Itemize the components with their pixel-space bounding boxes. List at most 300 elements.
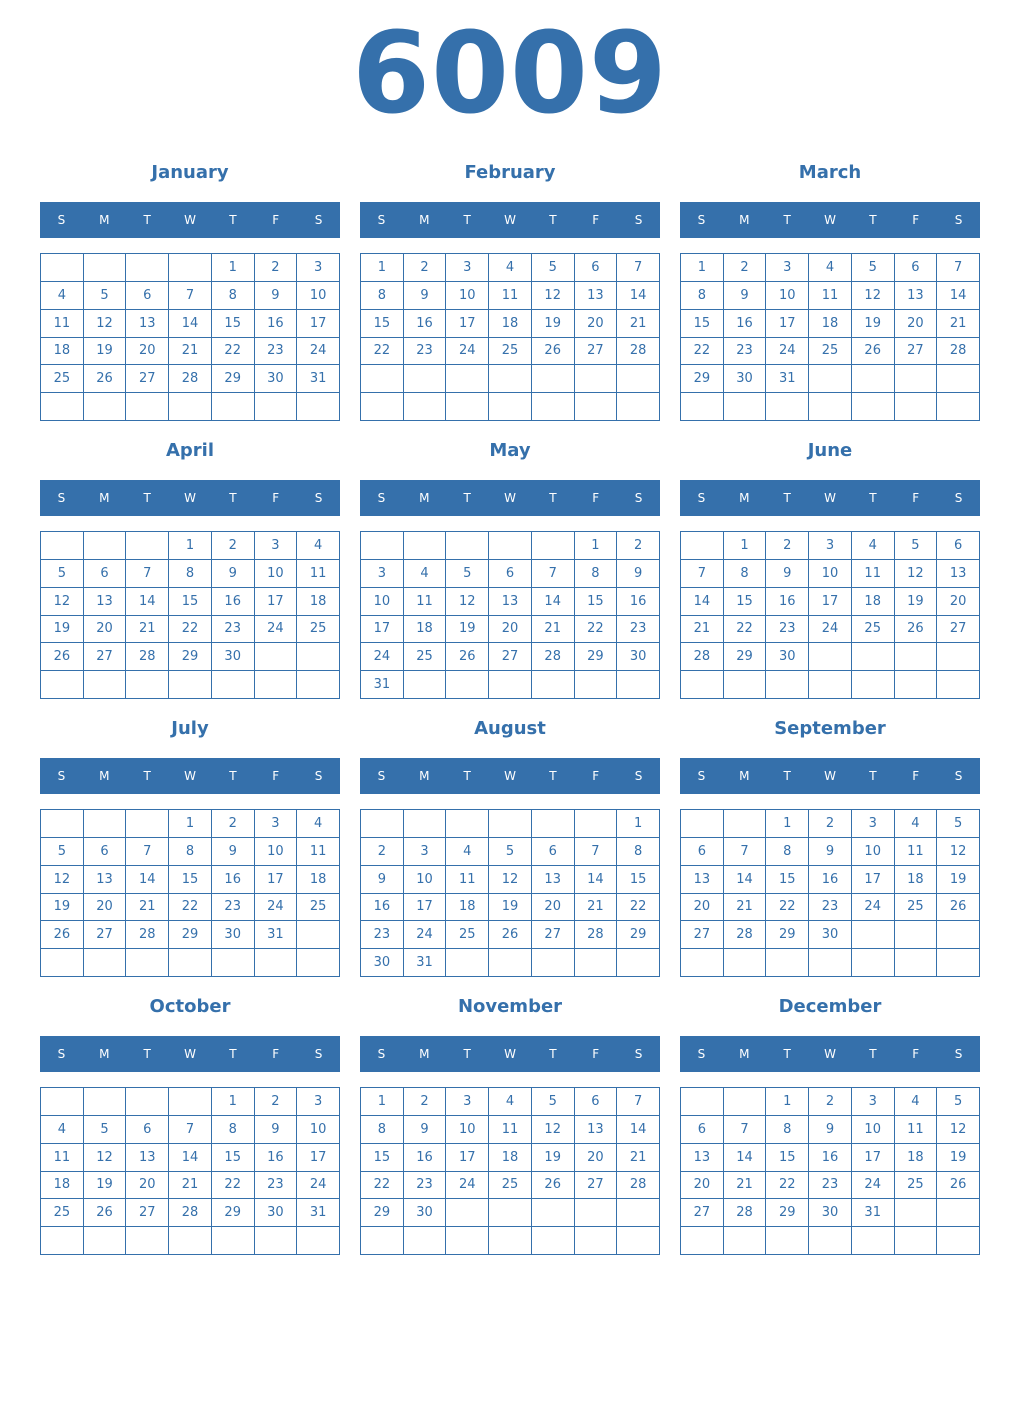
day-cell: 7 xyxy=(617,254,660,282)
weekday-label: T xyxy=(783,769,791,783)
empty-day-cell xyxy=(937,643,980,671)
day-cell: 14 xyxy=(681,588,724,616)
empty-day-cell xyxy=(404,393,447,421)
day-cell: 13 xyxy=(126,310,169,338)
day-cell: 19 xyxy=(532,310,575,338)
day-cell: 10 xyxy=(446,1116,489,1144)
day-cell: 25 xyxy=(297,894,340,922)
day-cell: 29 xyxy=(681,365,724,393)
day-cell: 3 xyxy=(297,254,340,282)
weekday-label: F xyxy=(912,491,920,505)
weekday-label: S xyxy=(314,1047,323,1061)
empty-day-cell xyxy=(809,365,852,393)
empty-day-cell xyxy=(724,810,767,838)
day-cell: 21 xyxy=(724,894,767,922)
day-cell: 19 xyxy=(489,894,532,922)
empty-day-cell xyxy=(446,810,489,838)
month-title: June xyxy=(807,440,853,461)
weekday-label: W xyxy=(504,769,516,783)
day-cell: 15 xyxy=(212,1144,255,1172)
empty-day-cell xyxy=(681,393,724,421)
weekday-header xyxy=(360,480,660,516)
day-cell: 28 xyxy=(724,1199,767,1227)
weekday-label: F xyxy=(592,769,600,783)
weekday-label: S xyxy=(634,213,643,227)
empty-day-cell xyxy=(681,1227,724,1255)
empty-day-cell xyxy=(212,949,255,977)
empty-day-cell xyxy=(937,365,980,393)
day-cell: 22 xyxy=(766,894,809,922)
weekday-label: M xyxy=(99,769,110,783)
empty-day-cell xyxy=(84,393,127,421)
day-cell: 17 xyxy=(766,310,809,338)
empty-day-cell xyxy=(766,671,809,699)
weekday-label: T xyxy=(463,213,471,227)
day-cell: 20 xyxy=(84,616,127,644)
empty-day-cell xyxy=(84,810,127,838)
day-cell: 20 xyxy=(895,310,938,338)
day-cell: 27 xyxy=(681,921,724,949)
day-cell: 5 xyxy=(895,532,938,560)
day-cell: 12 xyxy=(532,282,575,310)
weekday-label: S xyxy=(634,491,643,505)
empty-day-cell xyxy=(617,393,660,421)
empty-day-cell xyxy=(255,643,298,671)
empty-day-cell xyxy=(361,365,404,393)
weekday-label: W xyxy=(824,1047,836,1061)
empty-day-cell xyxy=(575,1227,618,1255)
weekday-label: S xyxy=(697,769,706,783)
day-cell: 26 xyxy=(41,643,84,671)
day-cell: 21 xyxy=(532,616,575,644)
day-cell: 15 xyxy=(617,866,660,894)
day-cell: 2 xyxy=(766,532,809,560)
empty-day-cell xyxy=(84,254,127,282)
day-cell: 6 xyxy=(681,838,724,866)
day-cell: 10 xyxy=(297,1116,340,1144)
day-cell: 19 xyxy=(446,616,489,644)
day-cell: 17 xyxy=(361,616,404,644)
day-cell: 22 xyxy=(212,1172,255,1200)
empty-day-cell xyxy=(532,810,575,838)
day-cell: 8 xyxy=(766,1116,809,1144)
day-cell: 2 xyxy=(404,254,447,282)
empty-day-cell xyxy=(852,949,895,977)
day-cell: 10 xyxy=(809,560,852,588)
day-cell: 5 xyxy=(41,838,84,866)
empty-day-cell xyxy=(41,254,84,282)
empty-day-cell xyxy=(575,365,618,393)
day-cell: 25 xyxy=(852,616,895,644)
empty-day-cell xyxy=(937,393,980,421)
day-cell: 4 xyxy=(446,838,489,866)
empty-day-cell xyxy=(169,949,212,977)
empty-day-cell xyxy=(681,810,724,838)
day-cell: 30 xyxy=(404,1199,447,1227)
empty-day-cell xyxy=(532,532,575,560)
day-cell: 28 xyxy=(724,921,767,949)
empty-day-cell xyxy=(532,1227,575,1255)
day-cell: 28 xyxy=(126,921,169,949)
day-cell: 21 xyxy=(937,310,980,338)
day-cell: 16 xyxy=(404,1144,447,1172)
day-cell: 13 xyxy=(575,282,618,310)
month-title: January xyxy=(151,162,229,183)
empty-day-cell xyxy=(84,1088,127,1116)
day-cell: 25 xyxy=(489,1172,532,1200)
day-cell: 29 xyxy=(575,643,618,671)
day-grid xyxy=(40,809,340,977)
empty-day-cell xyxy=(489,532,532,560)
day-cell: 28 xyxy=(617,338,660,366)
day-cell: 21 xyxy=(575,894,618,922)
day-cell: 10 xyxy=(446,282,489,310)
day-cell: 15 xyxy=(681,310,724,338)
weekday-label: W xyxy=(824,491,836,505)
day-cell: 17 xyxy=(404,894,447,922)
day-cell: 1 xyxy=(212,1088,255,1116)
empty-day-cell xyxy=(489,1199,532,1227)
day-cell: 18 xyxy=(852,588,895,616)
empty-day-cell xyxy=(681,1088,724,1116)
empty-day-cell xyxy=(809,671,852,699)
day-cell: 11 xyxy=(297,560,340,588)
day-cell: 5 xyxy=(446,560,489,588)
day-cell: 20 xyxy=(532,894,575,922)
empty-day-cell xyxy=(575,810,618,838)
day-cell: 20 xyxy=(681,1172,724,1200)
weekday-header xyxy=(680,480,980,516)
empty-day-cell xyxy=(852,921,895,949)
day-cell: 18 xyxy=(489,310,532,338)
day-cell: 6 xyxy=(532,838,575,866)
day-cell: 25 xyxy=(809,338,852,366)
day-cell: 28 xyxy=(937,338,980,366)
empty-day-cell xyxy=(297,921,340,949)
day-cell: 17 xyxy=(446,1144,489,1172)
day-cell: 18 xyxy=(297,866,340,894)
weekday-label: F xyxy=(272,491,280,505)
day-cell: 13 xyxy=(84,866,127,894)
day-cell: 29 xyxy=(361,1199,404,1227)
day-cell: 4 xyxy=(852,532,895,560)
empty-day-cell xyxy=(255,949,298,977)
day-cell: 31 xyxy=(297,365,340,393)
day-grid xyxy=(40,253,340,421)
day-cell: 27 xyxy=(937,616,980,644)
day-cell: 30 xyxy=(255,1199,298,1227)
day-cell: 4 xyxy=(41,1116,84,1144)
day-cell: 6 xyxy=(681,1116,724,1144)
weekday-label: T xyxy=(143,491,151,505)
day-cell: 31 xyxy=(361,671,404,699)
month-title: March xyxy=(798,162,862,183)
weekday-label: F xyxy=(592,491,600,505)
day-cell: 6 xyxy=(84,838,127,866)
day-cell: 3 xyxy=(852,810,895,838)
weekday-label: S xyxy=(314,213,323,227)
weekday-label: T xyxy=(229,1047,237,1061)
weekday-label: T xyxy=(783,213,791,227)
weekday-label: M xyxy=(739,491,750,505)
weekday-label: W xyxy=(824,769,836,783)
day-cell: 21 xyxy=(126,616,169,644)
empty-day-cell xyxy=(84,671,127,699)
weekday-header xyxy=(40,758,340,794)
empty-day-cell xyxy=(724,1088,767,1116)
day-cell: 7 xyxy=(126,560,169,588)
day-cell: 5 xyxy=(532,254,575,282)
day-cell: 25 xyxy=(895,1172,938,1200)
weekday-label: S xyxy=(57,491,66,505)
day-cell: 21 xyxy=(169,1172,212,1200)
day-cell: 11 xyxy=(404,588,447,616)
weekday-label: S xyxy=(697,491,706,505)
weekday-label: W xyxy=(184,491,196,505)
empty-day-cell xyxy=(126,671,169,699)
weekday-header xyxy=(680,202,980,238)
day-cell: 6 xyxy=(126,1116,169,1144)
day-cell: 14 xyxy=(937,282,980,310)
day-cell: 9 xyxy=(361,866,404,894)
weekday-label: T xyxy=(549,769,557,783)
day-cell: 30 xyxy=(617,643,660,671)
day-cell: 30 xyxy=(724,365,767,393)
day-cell: 28 xyxy=(681,643,724,671)
day-cell: 29 xyxy=(169,643,212,671)
weekday-header xyxy=(40,202,340,238)
day-cell: 22 xyxy=(575,616,618,644)
day-cell: 1 xyxy=(724,532,767,560)
empty-day-cell xyxy=(361,532,404,560)
day-cell: 10 xyxy=(404,866,447,894)
empty-day-cell xyxy=(446,532,489,560)
day-cell: 13 xyxy=(489,588,532,616)
day-cell: 10 xyxy=(766,282,809,310)
day-cell: 7 xyxy=(575,838,618,866)
day-cell: 23 xyxy=(809,1172,852,1200)
day-cell: 12 xyxy=(84,310,127,338)
empty-day-cell xyxy=(895,365,938,393)
day-cell: 11 xyxy=(852,560,895,588)
day-cell: 17 xyxy=(255,588,298,616)
day-cell: 27 xyxy=(84,643,127,671)
day-cell: 7 xyxy=(169,282,212,310)
day-cell: 5 xyxy=(937,1088,980,1116)
day-cell: 29 xyxy=(212,1199,255,1227)
day-cell: 6 xyxy=(126,282,169,310)
day-cell: 17 xyxy=(852,1144,895,1172)
day-cell: 27 xyxy=(575,338,618,366)
weekday-label: S xyxy=(954,491,963,505)
weekday-label: T xyxy=(783,491,791,505)
month-title: December xyxy=(778,996,882,1017)
empty-day-cell xyxy=(681,949,724,977)
day-cell: 1 xyxy=(361,1088,404,1116)
weekday-label: S xyxy=(954,213,963,227)
day-cell: 29 xyxy=(766,1199,809,1227)
weekday-label: F xyxy=(272,769,280,783)
day-cell: 24 xyxy=(255,616,298,644)
year-title: 6009 xyxy=(352,9,668,139)
day-cell: 19 xyxy=(895,588,938,616)
day-cell: 18 xyxy=(809,310,852,338)
day-cell: 1 xyxy=(212,254,255,282)
day-cell: 24 xyxy=(852,1172,895,1200)
empty-day-cell xyxy=(895,921,938,949)
day-cell: 16 xyxy=(255,310,298,338)
weekday-label: W xyxy=(184,769,196,783)
weekday-label: S xyxy=(377,213,386,227)
weekday-header xyxy=(360,202,660,238)
day-cell: 27 xyxy=(126,1199,169,1227)
day-cell: 2 xyxy=(809,810,852,838)
day-cell: 24 xyxy=(809,616,852,644)
day-cell: 20 xyxy=(489,616,532,644)
empty-day-cell xyxy=(766,1227,809,1255)
day-cell: 15 xyxy=(766,1144,809,1172)
empty-day-cell xyxy=(255,671,298,699)
weekday-label: S xyxy=(57,769,66,783)
weekday-label: S xyxy=(697,1047,706,1061)
empty-day-cell xyxy=(41,1088,84,1116)
day-cell: 19 xyxy=(41,616,84,644)
weekday-label: S xyxy=(634,1047,643,1061)
day-cell: 26 xyxy=(937,1172,980,1200)
day-cell: 30 xyxy=(766,643,809,671)
day-cell: 10 xyxy=(852,838,895,866)
day-cell: 22 xyxy=(681,338,724,366)
day-cell: 9 xyxy=(724,282,767,310)
empty-day-cell xyxy=(937,671,980,699)
day-cell: 23 xyxy=(724,338,767,366)
empty-day-cell xyxy=(41,393,84,421)
weekday-label: T xyxy=(463,1047,471,1061)
empty-day-cell xyxy=(489,671,532,699)
empty-day-cell xyxy=(852,1227,895,1255)
day-cell: 19 xyxy=(937,1144,980,1172)
day-cell: 13 xyxy=(84,588,127,616)
empty-day-cell xyxy=(489,949,532,977)
day-cell: 17 xyxy=(852,866,895,894)
empty-day-cell xyxy=(852,365,895,393)
day-cell: 2 xyxy=(212,532,255,560)
day-cell: 29 xyxy=(617,921,660,949)
day-cell: 30 xyxy=(212,921,255,949)
day-cell: 12 xyxy=(446,588,489,616)
day-cell: 1 xyxy=(617,810,660,838)
empty-day-cell xyxy=(404,810,447,838)
day-cell: 10 xyxy=(255,838,298,866)
weekday-label: F xyxy=(592,1047,600,1061)
day-cell: 15 xyxy=(212,310,255,338)
weekday-label: M xyxy=(419,491,430,505)
weekday-label: S xyxy=(57,1047,66,1061)
day-cell: 22 xyxy=(361,338,404,366)
day-cell: 28 xyxy=(169,365,212,393)
weekday-label: M xyxy=(419,769,430,783)
day-cell: 8 xyxy=(681,282,724,310)
weekday-label: W xyxy=(824,213,836,227)
weekday-label: F xyxy=(272,213,280,227)
empty-day-cell xyxy=(212,671,255,699)
day-cell: 21 xyxy=(617,310,660,338)
day-cell: 9 xyxy=(617,560,660,588)
day-cell: 16 xyxy=(724,310,767,338)
day-grid xyxy=(680,809,980,977)
day-cell: 18 xyxy=(404,616,447,644)
day-cell: 12 xyxy=(937,838,980,866)
empty-day-cell xyxy=(724,671,767,699)
day-cell: 25 xyxy=(297,616,340,644)
month-title: April xyxy=(165,440,215,461)
day-cell: 12 xyxy=(895,560,938,588)
empty-day-cell xyxy=(532,365,575,393)
weekday-label: T xyxy=(869,491,877,505)
empty-day-cell xyxy=(937,949,980,977)
empty-day-cell xyxy=(809,949,852,977)
day-cell: 11 xyxy=(41,310,84,338)
day-cell: 19 xyxy=(532,1144,575,1172)
day-cell: 18 xyxy=(41,1172,84,1200)
day-cell: 18 xyxy=(297,588,340,616)
day-cell: 5 xyxy=(84,1116,127,1144)
empty-day-cell xyxy=(169,393,212,421)
day-cell: 14 xyxy=(724,1144,767,1172)
empty-day-cell xyxy=(126,532,169,560)
day-cell: 5 xyxy=(489,838,532,866)
day-cell: 4 xyxy=(809,254,852,282)
weekday-label: T xyxy=(549,1047,557,1061)
empty-day-cell xyxy=(446,393,489,421)
empty-day-cell xyxy=(724,949,767,977)
day-cell: 13 xyxy=(681,1144,724,1172)
day-cell: 10 xyxy=(297,282,340,310)
empty-day-cell xyxy=(297,949,340,977)
day-cell: 19 xyxy=(84,338,127,366)
day-cell: 14 xyxy=(169,310,212,338)
empty-day-cell xyxy=(532,393,575,421)
empty-day-cell xyxy=(489,1227,532,1255)
empty-day-cell xyxy=(212,1227,255,1255)
weekday-label: W xyxy=(504,1047,516,1061)
empty-day-cell xyxy=(895,1227,938,1255)
day-cell: 9 xyxy=(212,560,255,588)
day-cell: 14 xyxy=(724,866,767,894)
month-title: February xyxy=(464,162,556,183)
empty-day-cell xyxy=(852,643,895,671)
empty-day-cell xyxy=(681,532,724,560)
weekday-header xyxy=(40,480,340,516)
weekday-header xyxy=(40,1036,340,1072)
day-cell: 7 xyxy=(532,560,575,588)
weekday-label: S xyxy=(697,213,706,227)
day-cell: 23 xyxy=(617,616,660,644)
day-cell: 31 xyxy=(852,1199,895,1227)
day-cell: 9 xyxy=(404,1116,447,1144)
empty-day-cell xyxy=(532,949,575,977)
weekday-header xyxy=(360,1036,660,1072)
day-cell: 4 xyxy=(895,810,938,838)
day-cell: 1 xyxy=(575,532,618,560)
empty-day-cell xyxy=(895,949,938,977)
day-cell: 7 xyxy=(681,560,724,588)
day-cell: 23 xyxy=(809,894,852,922)
day-cell: 3 xyxy=(404,838,447,866)
day-cell: 3 xyxy=(446,254,489,282)
day-cell: 17 xyxy=(446,310,489,338)
day-cell: 21 xyxy=(169,338,212,366)
